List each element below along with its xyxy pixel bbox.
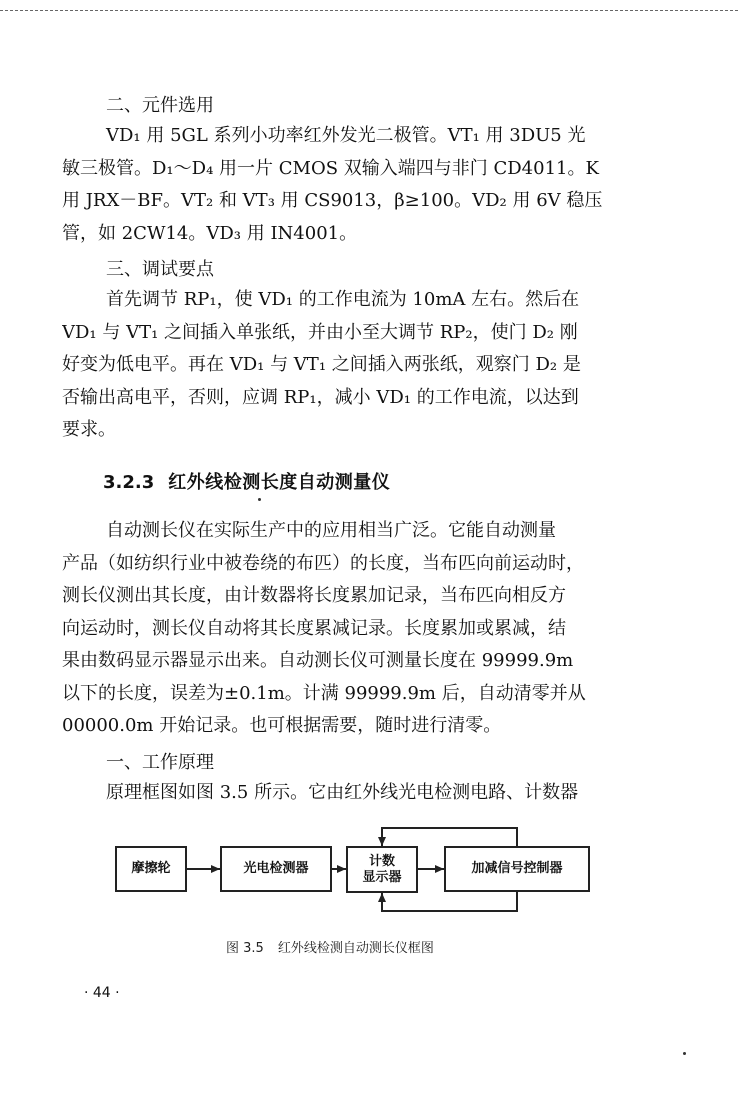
connector-bottom-loop bbox=[382, 892, 517, 911]
text-line: 管，如 2CW14。VD₃ 用 IN4001。 bbox=[62, 222, 358, 244]
connector-top-loop bbox=[382, 828, 517, 846]
text-line: VD₁ 与 VT₁ 之间插入单张纸，并由小至大调节 RP₂，使门 D₂ 刚 bbox=[62, 321, 578, 343]
text-line: 要求。 bbox=[62, 419, 116, 440]
paragraph-debugging bbox=[62, 284, 662, 447]
top-dashed-rule bbox=[0, 10, 738, 11]
text-line: 果由数码显示器显示出来。自动测长仪可测量长度在 99999.9m bbox=[62, 650, 574, 671]
paragraph-principle bbox=[62, 777, 662, 810]
section-heading-components: 二、元件选用 bbox=[106, 95, 214, 116]
block-counter-label-1: 计数 bbox=[368, 853, 395, 869]
arrowhead bbox=[378, 837, 386, 846]
arrowhead bbox=[211, 865, 220, 873]
text-line: 好变为低电平。再在 VD₁ 与 VT₁ 之间插入两张纸，观察门 D₂ 是 bbox=[62, 354, 581, 375]
text-line: 测长仪测出其长度，由计数器将长度累加记录，当布匹向相反方 bbox=[62, 585, 566, 606]
scan-speck bbox=[683, 1052, 686, 1055]
arrowhead bbox=[435, 865, 444, 873]
text-line: 以下的长度，误差为±0.1m。计满 99999.9m 后，自动清零并从 bbox=[62, 682, 586, 704]
figure-number: 图 3.5 bbox=[226, 941, 264, 956]
block-friction-wheel: 摩擦轮 bbox=[115, 846, 187, 892]
paragraph-components bbox=[62, 120, 662, 250]
text-line: 敏三极管。D₁～D₄ 用一片 CMOS 双输入端四与非门 CD4011。K bbox=[62, 157, 599, 179]
block-counter-display bbox=[346, 846, 418, 893]
text-line: VD₁ 用 5GL 系列小功率红外发光二极管。VT₁ 用 3DU5 光 bbox=[106, 125, 586, 146]
section-heading-principle: 一、工作原理 bbox=[106, 752, 214, 773]
arrowhead bbox=[337, 865, 346, 873]
page-number: · 44 · bbox=[84, 985, 120, 1001]
text-line: 用 JRX－BF。VT₂ 和 VT₃ 用 CS9013，β≥100。VD₂ 用 6V 稳压 bbox=[62, 190, 603, 211]
section-title bbox=[103, 468, 390, 494]
arrowhead bbox=[378, 893, 386, 902]
paragraph-intro bbox=[62, 515, 662, 743]
section-title-text: 红外线检测长度自动测量仪 bbox=[168, 472, 391, 493]
text-line: 向运动时，测长仪自动将其长度累减记录。长度累加或累减，结 bbox=[62, 617, 566, 639]
block-counter-label-2: 显示器 bbox=[362, 869, 402, 885]
section-heading-debugging: 三、调试要点 bbox=[106, 259, 214, 280]
text-line: 否输出高电平，否则，应调 RP₁，减小 VD₁ 的工作电流，以达到 bbox=[62, 386, 579, 408]
text-line: 原理框图如图 3.5 所示。它由红外线光电检测电路、计数器 bbox=[106, 782, 579, 803]
figure-caption-text: 红外线检测自动测长仪框图 bbox=[277, 941, 434, 956]
block-photo-detector: 光电检测器 bbox=[220, 846, 332, 892]
text-line: 00000.0m 开始记录。也可根据需要，随时进行清零。 bbox=[62, 715, 502, 736]
scan-speck bbox=[258, 498, 261, 501]
section-number: 3.2.3 bbox=[103, 472, 155, 493]
text-line: 产品（如纺织行业中被卷绕的布匹）的长度，当布匹向前运动时， bbox=[62, 552, 584, 574]
text-line: 自动测长仪在实际生产中的应用相当广泛。它能自动测量 bbox=[106, 520, 556, 541]
block-up-down-controller: 加减信号控制器 bbox=[444, 846, 590, 892]
text-line: 首先调节 RP₁，使 VD₁ 的工作电流为 10mA 左右。然后在 bbox=[106, 289, 580, 310]
figure-caption bbox=[226, 937, 434, 956]
